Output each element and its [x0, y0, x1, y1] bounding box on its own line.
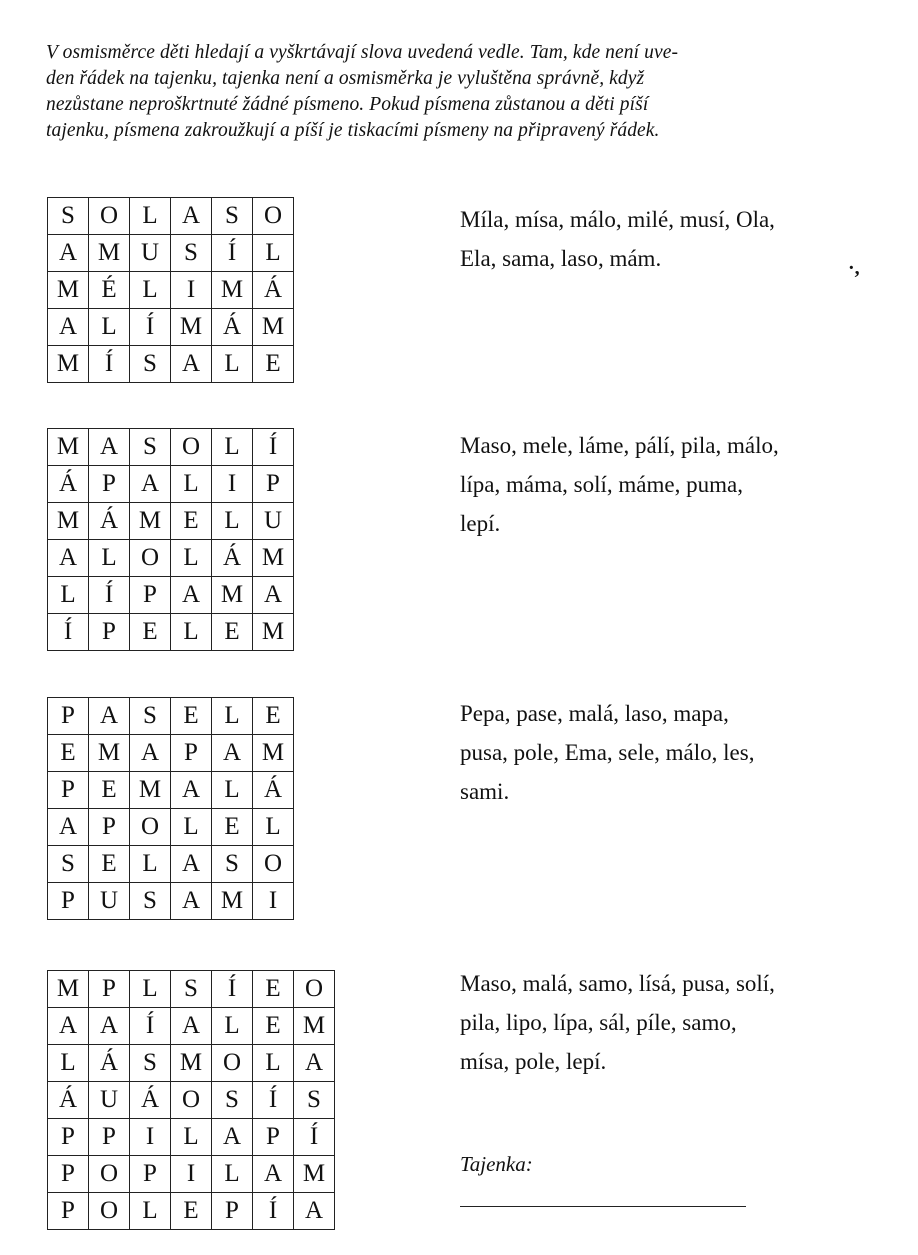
grid-cell: M — [212, 883, 253, 920]
grid-cell: I — [253, 883, 294, 920]
grid-cell: S — [48, 846, 89, 883]
grid-cell: P — [48, 1119, 89, 1156]
grid-cell: P — [48, 772, 89, 809]
word-list-line: sami. — [460, 779, 510, 804]
grid-cell: M — [130, 772, 171, 809]
grid-cell: O — [89, 1193, 130, 1230]
grid-cell: S — [130, 698, 171, 735]
grid-cell: P — [89, 614, 130, 651]
grid-cell: Í — [212, 971, 253, 1008]
grid-cell: P — [253, 1119, 294, 1156]
grid-row — [48, 698, 294, 735]
word-list-2 — [460, 426, 880, 543]
instructions-line: tajenku, písmena zakroužkují a píší je tiskacími písmeny na připravený řádek. — [46, 120, 660, 141]
grid-cell: Í — [130, 309, 171, 346]
grid-cell: S — [171, 971, 212, 1008]
grid-cell: M — [171, 1045, 212, 1082]
grid-cell: L — [212, 1008, 253, 1045]
word-list-line: lepí. — [460, 511, 501, 536]
grid-row — [48, 1045, 335, 1082]
grid-cell: Í — [294, 1119, 335, 1156]
grid-cell: Í — [253, 429, 294, 466]
grid-cell: M — [294, 1008, 335, 1045]
grid-cell: U — [89, 883, 130, 920]
grid-cell: E — [212, 614, 253, 651]
grid-cell: M — [171, 309, 212, 346]
grid-row — [48, 809, 294, 846]
grid-row — [48, 1119, 335, 1156]
grid-cell: P — [48, 1193, 89, 1230]
grid-cell: P — [212, 1193, 253, 1230]
grid-cell: A — [48, 235, 89, 272]
grid-cell: Á — [89, 1045, 130, 1082]
grid-cell: A — [89, 429, 130, 466]
grid-cell: E — [171, 503, 212, 540]
grid-row — [48, 1008, 335, 1045]
grid-cell: E — [253, 1008, 294, 1045]
word-list-3 — [460, 694, 880, 811]
grid-cell: A — [171, 198, 212, 235]
word-list-1 — [460, 200, 880, 278]
grid-cell: M — [48, 272, 89, 309]
grid-cell: P — [130, 577, 171, 614]
grid-cell: E — [171, 698, 212, 735]
grid-cell: L — [212, 346, 253, 383]
grid-cell: S — [171, 235, 212, 272]
grid-cell: L — [171, 466, 212, 503]
grid-cell: M — [253, 540, 294, 577]
grid-cell: Á — [253, 772, 294, 809]
grid-cell: O — [89, 1156, 130, 1193]
grid-row — [48, 540, 294, 577]
grid-cell: A — [130, 466, 171, 503]
grid-cell: A — [171, 883, 212, 920]
grid-row — [48, 1082, 335, 1119]
grid-cell: L — [253, 809, 294, 846]
grid-cell: O — [171, 429, 212, 466]
grid-cell: L — [48, 577, 89, 614]
grid-cell: L — [130, 846, 171, 883]
grid-cell: M — [294, 1156, 335, 1193]
grid-cell: P — [89, 809, 130, 846]
grid-cell: L — [212, 503, 253, 540]
grid-row — [48, 503, 294, 540]
word-list-line: pusa, pole, Ema, sele, málo, les, — [460, 740, 755, 765]
grid-cell: L — [212, 429, 253, 466]
grid-cell: L — [171, 614, 212, 651]
grid-cell: L — [48, 1045, 89, 1082]
word-list-line: mísa, pole, lepí. — [460, 1049, 607, 1074]
grid-cell: I — [130, 1119, 171, 1156]
grid-cell: Í — [130, 1008, 171, 1045]
tajenka-answer-line — [460, 1206, 746, 1207]
grid-cell: E — [171, 1193, 212, 1230]
grid-row — [48, 772, 294, 809]
grid-cell: L — [212, 772, 253, 809]
grid-cell: A — [89, 1008, 130, 1045]
word-list-line: Maso, mele, láme, pálí, pila, málo, — [460, 433, 779, 458]
grid-cell: A — [89, 698, 130, 735]
grid-row — [48, 735, 294, 772]
grid-cell: A — [253, 1156, 294, 1193]
grid-cell: M — [253, 735, 294, 772]
grid-cell: O — [171, 1082, 212, 1119]
grid-cell: L — [171, 1119, 212, 1156]
grid-cell: I — [171, 1156, 212, 1193]
grid-cell: Í — [89, 346, 130, 383]
grid-cell: P — [89, 1119, 130, 1156]
grid-cell: U — [253, 503, 294, 540]
grid-cell: A — [171, 577, 212, 614]
grid-cell: Í — [48, 614, 89, 651]
grid-cell: P — [89, 971, 130, 1008]
grid-cell: A — [48, 809, 89, 846]
grid-row — [48, 235, 294, 272]
grid-row — [48, 846, 294, 883]
grid-cell: Í — [253, 1193, 294, 1230]
grid-cell: O — [212, 1045, 253, 1082]
grid-cell: E — [130, 614, 171, 651]
grid-row — [48, 198, 294, 235]
grid-cell: M — [48, 346, 89, 383]
grid-cell: P — [171, 735, 212, 772]
grid-cell: L — [89, 309, 130, 346]
grid-cell: P — [48, 1156, 89, 1193]
grid-cell: M — [89, 735, 130, 772]
grid-cell: L — [171, 540, 212, 577]
grid-cell: A — [253, 577, 294, 614]
word-list-line: pila, lipo, lípa, sál, píle, samo, — [460, 1010, 737, 1035]
grid-cell: P — [48, 883, 89, 920]
grid-cell: L — [171, 809, 212, 846]
instructions — [46, 40, 876, 144]
word-list-line: Pepa, pase, malá, laso, mapa, — [460, 701, 729, 726]
grid-cell: S — [130, 1045, 171, 1082]
grid-cell: A — [48, 309, 89, 346]
grid-cell: L — [212, 1156, 253, 1193]
grid-cell: M — [130, 503, 171, 540]
grid-cell: M — [212, 272, 253, 309]
grid-cell: A — [294, 1045, 335, 1082]
grid-cell: L — [253, 1045, 294, 1082]
grid-cell: A — [48, 540, 89, 577]
grid-cell: O — [253, 198, 294, 235]
grid-cell: Í — [253, 1082, 294, 1119]
grid-cell: E — [48, 735, 89, 772]
grid-cell: E — [89, 846, 130, 883]
grid-cell: L — [253, 235, 294, 272]
grid-cell: L — [130, 198, 171, 235]
grid-cell: O — [89, 198, 130, 235]
grid-cell: Á — [89, 503, 130, 540]
grid-cell: A — [294, 1193, 335, 1230]
grid-cell: O — [130, 540, 171, 577]
grid-row — [48, 429, 294, 466]
grid-cell: S — [48, 198, 89, 235]
grid-cell: A — [130, 735, 171, 772]
grid-cell: Á — [48, 1082, 89, 1119]
grid-cell: M — [48, 971, 89, 1008]
grid-row — [48, 346, 294, 383]
grid-cell: A — [171, 846, 212, 883]
grid-cell: P — [48, 698, 89, 735]
grid-cell: S — [130, 346, 171, 383]
grid-cell: M — [48, 503, 89, 540]
grid-cell: Á — [130, 1082, 171, 1119]
grid-row — [48, 309, 294, 346]
grid-row — [48, 466, 294, 503]
word-search-grid-4 — [47, 970, 335, 1230]
grid-cell: E — [253, 346, 294, 383]
grid-cell: Í — [89, 577, 130, 614]
word-list-line: Ela, sama, laso, mám. — [460, 246, 662, 271]
grid-cell: O — [253, 846, 294, 883]
grid-cell: M — [212, 577, 253, 614]
grid-cell: S — [212, 198, 253, 235]
grid-cell: U — [130, 235, 171, 272]
grid-cell: E — [212, 809, 253, 846]
word-search-grid-2 — [47, 428, 294, 651]
grid-cell: Á — [48, 466, 89, 503]
grid-cell: P — [130, 1156, 171, 1193]
grid-cell: S — [212, 846, 253, 883]
grid-cell: L — [130, 272, 171, 309]
grid-cell: A — [212, 735, 253, 772]
grid-cell: L — [212, 698, 253, 735]
grid-cell: S — [212, 1082, 253, 1119]
grid-row — [48, 1156, 335, 1193]
grid-cell: A — [171, 346, 212, 383]
grid-cell: A — [171, 1008, 212, 1045]
grid-cell: Á — [212, 309, 253, 346]
grid-cell: L — [130, 1193, 171, 1230]
grid-cell: P — [89, 466, 130, 503]
grid-row — [48, 272, 294, 309]
word-search-grid-3 — [47, 697, 294, 920]
stray-mark: ·, — [848, 257, 860, 279]
tajenka-label: Tajenka: — [460, 1152, 533, 1176]
word-list-4 — [460, 964, 880, 1081]
grid-cell: Á — [253, 272, 294, 309]
instructions-line: nezůstane neproškrtnuté žádné písmeno. Pokud písmena zůstanou a děti píší — [46, 94, 649, 115]
grid-cell: A — [171, 772, 212, 809]
grid-cell: M — [253, 614, 294, 651]
grid-cell: L — [130, 971, 171, 1008]
word-list-line: Míla, mísa, málo, milé, musí, Ola, — [460, 207, 775, 232]
word-search-grid-1 — [47, 197, 294, 383]
grid-row — [48, 971, 335, 1008]
grid-row — [48, 1193, 335, 1230]
grid-cell: I — [212, 466, 253, 503]
grid-cell: S — [130, 429, 171, 466]
grid-cell: Í — [212, 235, 253, 272]
grid-cell: A — [212, 1119, 253, 1156]
grid-cell: L — [89, 540, 130, 577]
grid-cell: E — [253, 971, 294, 1008]
grid-cell: E — [89, 772, 130, 809]
grid-row — [48, 883, 294, 920]
grid-cell: P — [253, 466, 294, 503]
grid-cell: O — [294, 971, 335, 1008]
grid-cell: S — [130, 883, 171, 920]
grid-cell: E — [253, 698, 294, 735]
instructions-line: V osmisměrce děti hledají a vyškrtávají slova uvedená vedle. Tam, kde není uve- — [46, 42, 679, 63]
instructions-line: den řádek na tajenku, tajenka není a osmisměrka je vyluštěna správně, když — [46, 68, 645, 89]
grid-cell: I — [171, 272, 212, 309]
grid-cell: M — [89, 235, 130, 272]
grid-cell: É — [89, 272, 130, 309]
grid-cell: M — [253, 309, 294, 346]
grid-cell: Á — [212, 540, 253, 577]
grid-cell: M — [48, 429, 89, 466]
grid-cell: U — [89, 1082, 130, 1119]
word-list-line: Maso, malá, samo, lísá, pusa, solí, — [460, 971, 775, 996]
grid-row — [48, 614, 294, 651]
grid-cell: O — [130, 809, 171, 846]
grid-cell: A — [48, 1008, 89, 1045]
grid-cell: S — [294, 1082, 335, 1119]
word-list-line: lípa, máma, solí, máme, puma, — [460, 472, 743, 497]
grid-row — [48, 577, 294, 614]
